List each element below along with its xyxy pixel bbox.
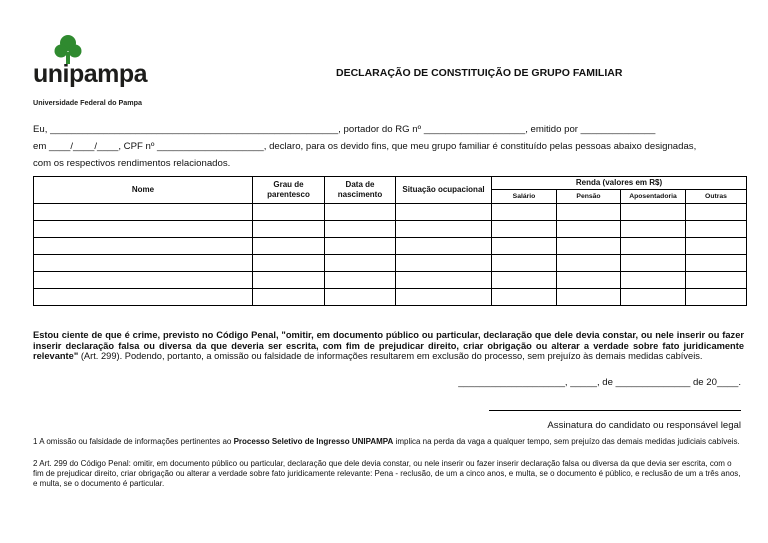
cell-salario[interactable] — [492, 289, 557, 306]
cell-salario[interactable] — [492, 221, 557, 238]
cell-situacao[interactable] — [396, 255, 492, 272]
cell-grau[interactable] — [253, 255, 325, 272]
cell-pensao[interactable] — [557, 255, 621, 272]
header-situacao-ocupacional: Situação ocupacional — [396, 177, 492, 204]
cell-data[interactable] — [325, 255, 396, 272]
signature-line[interactable] — [489, 410, 741, 411]
cell-outras[interactable] — [686, 221, 747, 238]
form-line-intro-end: com os respectivos rendimentos relacionados. — [33, 158, 231, 169]
form-line-name-rg[interactable]: Eu, ______________________________________________________, portador do RG nº ___________________, emitido por ______________ — [33, 124, 656, 135]
header-pensao: Pensão — [557, 190, 621, 204]
table-row — [34, 272, 747, 289]
cell-outras[interactable] — [686, 289, 747, 306]
cell-nome[interactable] — [34, 204, 253, 221]
cell-pensao[interactable] — [557, 238, 621, 255]
header-grau-parentesco: Grau de parentesco — [253, 177, 325, 204]
cell-salario[interactable] — [492, 255, 557, 272]
family-group-table — [33, 176, 747, 306]
cell-situacao[interactable] — [396, 289, 492, 306]
header-aposentadoria: Aposentadoria — [621, 190, 686, 204]
legal-warning-bold: Estou ciente de que é crime, previsto no Código Penal, "omitir, em documento público ou particular, declaração que dele devia constar, ou nele inserir ou fazer inserir declaração falsa ou diversa da que deveria ser escrita, com fim de prejudicar direito, criar obrigação ou alterar a verdade sobre fato juridicamente relevante" — [33, 330, 744, 361]
cell-situacao[interactable] — [396, 238, 492, 255]
cell-pensao[interactable] — [557, 272, 621, 289]
cell-outras[interactable] — [686, 272, 747, 289]
cell-aposentadoria[interactable] — [621, 255, 686, 272]
cell-nome[interactable] — [34, 221, 253, 238]
unipampa-logo — [33, 34, 173, 110]
header-outras: Outras — [686, 190, 747, 204]
header-salario: Salário — [492, 190, 557, 204]
cell-nome[interactable] — [34, 289, 253, 306]
cell-pensao[interactable] — [557, 204, 621, 221]
cell-salario[interactable] — [492, 238, 557, 255]
footnote-1-prefix: 1 A omissão ou falsidade de informações pertinentes ao — [33, 437, 234, 446]
logo-wordmark: unipampa — [33, 60, 148, 88]
table-row — [34, 289, 747, 306]
header-renda: Renda (valores em R$) — [492, 177, 747, 190]
cell-aposentadoria[interactable] — [621, 221, 686, 238]
cell-salario[interactable] — [492, 204, 557, 221]
cell-outras[interactable] — [686, 204, 747, 221]
cell-nome[interactable] — [34, 255, 253, 272]
cell-outras[interactable] — [686, 238, 747, 255]
cell-situacao[interactable] — [396, 204, 492, 221]
table-row — [34, 221, 747, 238]
cell-data[interactable] — [325, 204, 396, 221]
cell-situacao[interactable] — [396, 221, 492, 238]
cell-nome[interactable] — [34, 272, 253, 289]
cell-grau[interactable] — [253, 238, 325, 255]
header-data-nascimento: Data de nascimento — [325, 177, 396, 204]
cell-aposentadoria[interactable] — [621, 204, 686, 221]
legal-warning-rest: (Art. 299). Podendo, portanto, a omissão ou falsidade de informações resultarem em exclusão do processo, sem prejuízo às demais medidas cabíveis. — [78, 351, 703, 361]
cell-aposentadoria[interactable] — [621, 289, 686, 306]
cell-situacao[interactable] — [396, 272, 492, 289]
signature-label: Assinatura do candidato ou responsável legal — [547, 420, 741, 431]
cell-data[interactable] — [325, 272, 396, 289]
cell-data[interactable] — [325, 221, 396, 238]
footnote-1 — [33, 437, 744, 447]
cell-data[interactable] — [325, 289, 396, 306]
cell-aposentadoria[interactable] — [621, 272, 686, 289]
cell-outras[interactable] — [686, 255, 747, 272]
cell-pensao[interactable] — [557, 221, 621, 238]
cell-nome[interactable] — [34, 238, 253, 255]
table-row — [34, 204, 747, 221]
footnote-1-suffix: implica na perda da vaga a qualquer tempo, sem prejuízo das demais medidas judiciais cabíveis. — [393, 437, 740, 446]
legal-warning — [33, 330, 744, 362]
cell-pensao[interactable] — [557, 289, 621, 306]
table-row — [34, 238, 747, 255]
place-date-line[interactable]: ____________________, _____, de ______________ de 20____. — [458, 377, 741, 388]
cell-aposentadoria[interactable] — [621, 238, 686, 255]
cell-salario[interactable] — [492, 272, 557, 289]
cell-grau[interactable] — [253, 289, 325, 306]
cell-grau[interactable] — [253, 221, 325, 238]
table-row — [34, 255, 747, 272]
cell-data[interactable] — [325, 238, 396, 255]
logo-subtitle: Universidade Federal do Pampa — [33, 98, 143, 107]
cell-grau[interactable] — [253, 272, 325, 289]
document-title: DECLARAÇÃO DE CONSTITUIÇÃO DE GRUPO FAMILIAR — [336, 67, 623, 79]
cell-grau[interactable] — [253, 204, 325, 221]
header-nome: Nome — [34, 177, 253, 204]
form-line-date-cpf[interactable]: em ____/____/____, CPF nº ____________________, declaro, para os devido fins, que meu grupo familiar é constituído pelas pessoas abaixo designadas, — [33, 141, 697, 152]
footnote-2: 2 Art. 299 do Código Penal: omitir, em documento público ou particular, declaração que dele devia constar, ou nele inserir ou fazer inserir declaração falsa ou diversa da que devia ser escrita, com o fim de prejudicar direito, criar obrigação ou alterar a verdade sobre fato juridicamente relevante: Pena - reclusão, de um a cinco anos, e multa, se o documento é público, e reclusão de um a três anos, e multa, se o documento é particular. — [33, 459, 741, 488]
footnote-1-bold: Processo Seletivo de Ingresso UNIPAMPA — [233, 437, 394, 446]
